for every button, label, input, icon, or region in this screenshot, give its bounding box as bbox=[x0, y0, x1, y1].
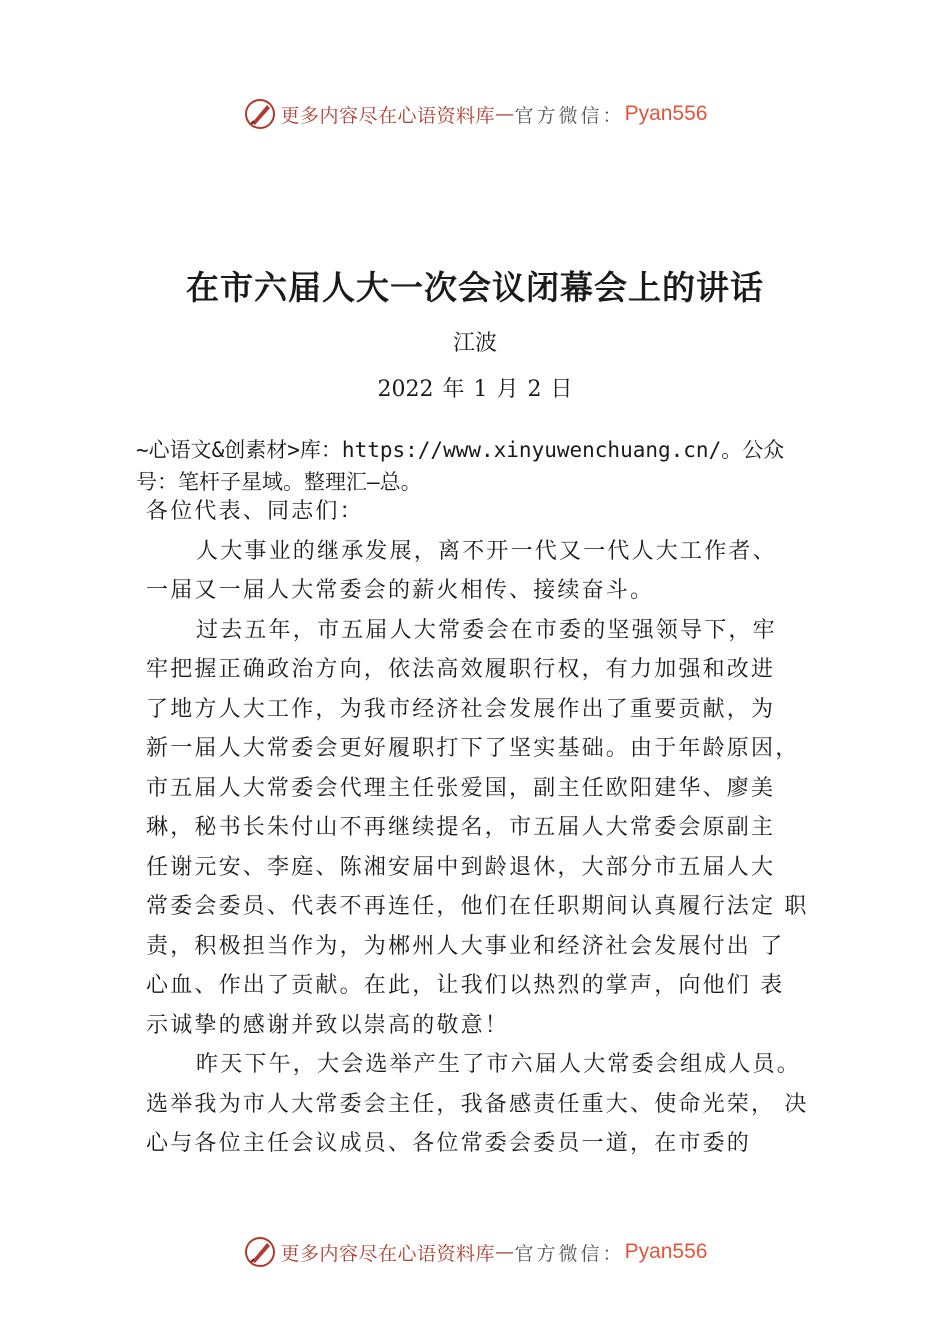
date: 2022 年 1 月 2 日 bbox=[377, 377, 573, 402]
watermark-banner-bottom bbox=[0, 1232, 950, 1272]
paragraph-line: 人大事业的继承发展，离不开一代又一代人大工作者、 bbox=[196, 538, 777, 564]
author: 江波 bbox=[452, 331, 497, 356]
watermark-banner-top bbox=[0, 94, 950, 134]
paragraph-line: 心血、作出了贡献。在此，让我们以热烈的掌声，向他们 表 bbox=[146, 973, 785, 998]
paragraph bbox=[146, 532, 836, 611]
watermark-text: 更多内容尽在心语资料库 bbox=[280, 104, 496, 127]
paragraph-line: 常委会委员、代表不再连任，他们在任职期间认真履行法定 职 bbox=[146, 894, 809, 919]
paragraph-line: 任谢元安、李庭、陈湘安届中到龄退休，大部分市五届人大 bbox=[146, 854, 776, 880]
speech-body bbox=[146, 492, 836, 1164]
paragraph-line: 市五届人大常委会代理主任张爱国，副主任欧阳建华、廖美 bbox=[146, 775, 776, 801]
paragraph-line: 了地方人大工作，为我市经济社会发展作出了重要贡献，为 bbox=[146, 696, 776, 722]
wechat-label: 官方微信： bbox=[514, 1242, 625, 1265]
paragraph bbox=[146, 1045, 836, 1164]
quill-logo-icon bbox=[243, 1235, 277, 1269]
paragraph-line: 新一届人大常委会更好履职打下了坚实基础。由于年龄原因， bbox=[146, 736, 800, 761]
paragraph bbox=[146, 611, 836, 1046]
paragraph-line: 一届又一届人大常委会的薪火相传、接续奋斗。 bbox=[146, 578, 655, 603]
quill-logo-icon bbox=[243, 97, 277, 131]
source-line: 号：笔杆子星域。整理汇—总。 bbox=[136, 470, 422, 494]
wechat-label: 官方微信： bbox=[514, 104, 625, 127]
paragraph-line: 心与各位主任会议成员、各位常委会委员一道，在市委的 bbox=[146, 1131, 752, 1156]
paragraph-line: 琳，秘书长朱付山不再继续提名，市五届人大常委会原副主 bbox=[146, 815, 776, 840]
greeting: 各位代表、同志们： bbox=[146, 499, 364, 524]
paragraph-line: 昨天下午，大会选举产生了市六届人大常委会组成人员。 bbox=[196, 1052, 802, 1077]
watermark-separator: — bbox=[495, 1241, 515, 1263]
paragraph-line: 选举我为市人大常委会主任，我备感责任重大、使命光荣， 决 bbox=[146, 1091, 809, 1117]
paragraph-line: 示诚挚的感谢并致以崇高的敬意！ bbox=[146, 1012, 510, 1038]
wechat-id: Pyan556 bbox=[624, 1240, 708, 1263]
paragraph-line: 过去五年，市五届人大常委会在市委的坚强领导下，牢 bbox=[196, 617, 777, 643]
watermark-separator: — bbox=[495, 103, 515, 125]
paragraph-line: 牢把握正确政治方向，依法高效履职行权，有力加强和改进 bbox=[146, 657, 776, 682]
source-line: ~心语文&创素材>库：https://www.xinyuwenchuang.cn/。公众 bbox=[136, 438, 785, 462]
document-title: 在市六届人大一次会议闭幕会上的讲话 bbox=[186, 268, 764, 307]
source-note bbox=[136, 434, 846, 498]
paragraph-line: 责，积极担当作为，为郴州人大事业和经济社会发展付出 了 bbox=[146, 933, 785, 959]
watermark-text: 更多内容尽在心语资料库 bbox=[280, 1242, 496, 1265]
wechat-id: Pyan556 bbox=[624, 102, 708, 125]
